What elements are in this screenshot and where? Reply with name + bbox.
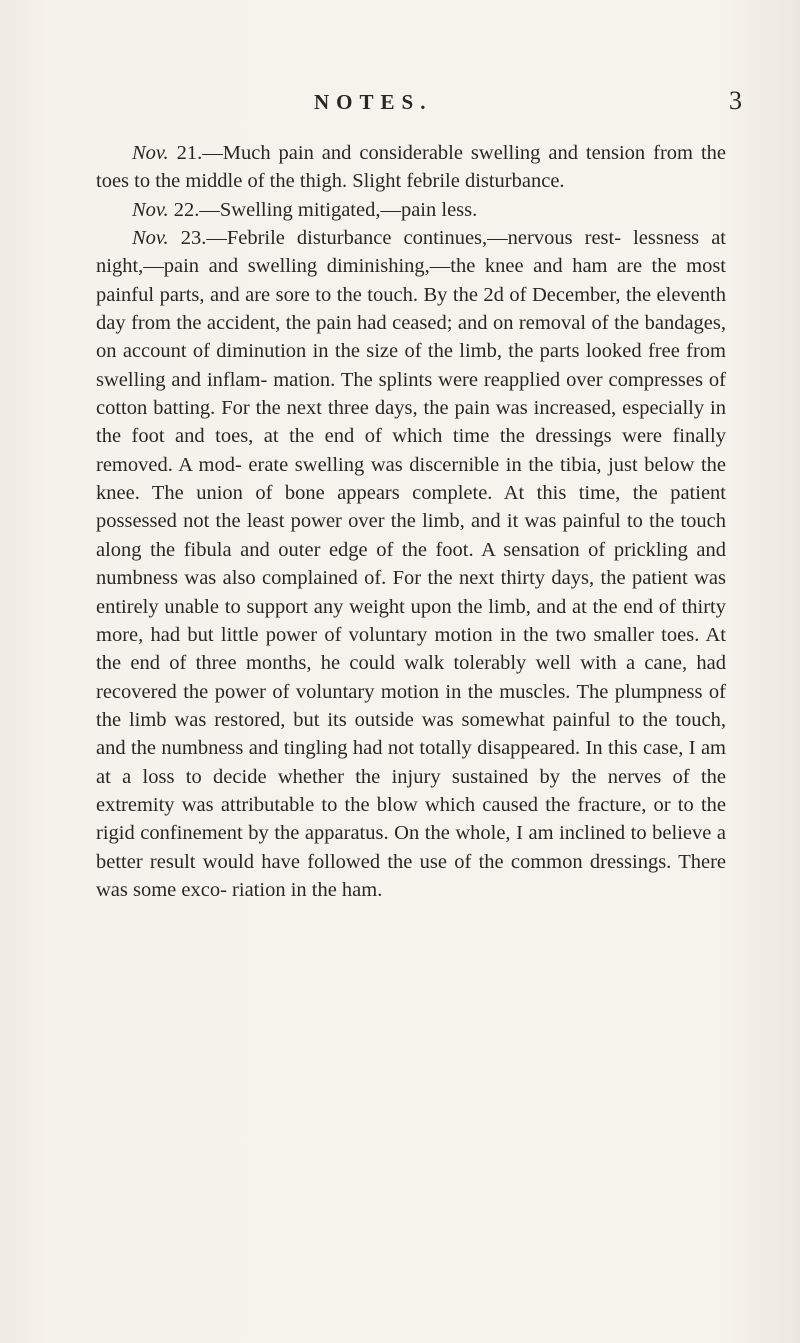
entry-text: 21.—Much pain and considerable swelling and tension from the toes to the middle of the thigh. Slight febrile disturbance. xyxy=(96,142,726,193)
page-number: 3 xyxy=(729,86,742,115)
entry-date: Nov. xyxy=(132,198,169,221)
running-head xyxy=(0,86,800,126)
entry-nov-23 xyxy=(96,224,726,904)
body-text xyxy=(96,139,726,904)
entry-text: 23.—Febrile disturbance continues,—nervous rest- lessness at night,—pain and swelling diminishing,—the knee and ham are the most painful parts, and are sore to the touch. By the 2d of December, the eleventh day from the accident, the pain had ceased; and on removal of the bandages, on account of diminution in the size of the limb, the parts looked free from swelling and inflam- mation. The splints were reapplied over compresses of cotton batting. For the next three days, the pain was increased, especially in the foot and toes, at the end of which time the dressings were finally removed. A mod- erate swelling was discernible in the tibia, just below the knee. The union of bone appears complete. At this time, the patient possessed not the least power over the limb, and it was painful to the touch along the fibula and outer edge of the foot. A sensation of prickling and numbness was also complained of. For the next thirty days, the patient was entirely unable to support any weight upon the limb, and at the end of thirty more, had but little power of voluntary motion in the two smaller toes. At the end of three months, he could walk tolerably well with a cane, had recovered the power of voluntary motion in the muscles. The plumpness of the limb was restored, but its outside was somewhat painful to the touch, and the numbness and tingling had not totally disappeared. In this case, I am at a loss to decide whether the injury sustained by the nerves of the extremity was attributable to the blow which caused the fracture, or to the rigid confinement by the apparatus. On the whole, I am inclined to believe a better result would have followed the use of the common dressings. There was some exco- riation in the ham. xyxy=(96,227,726,901)
entry-nov-22 xyxy=(96,196,726,224)
entry-text: 22.—Swelling mitigated,—pain less. xyxy=(168,198,478,221)
entry-date: Nov. xyxy=(132,142,169,164)
running-title: NOTES. xyxy=(314,90,433,114)
entry-date: Nov. xyxy=(132,227,169,250)
entry-nov-21 xyxy=(96,139,726,196)
